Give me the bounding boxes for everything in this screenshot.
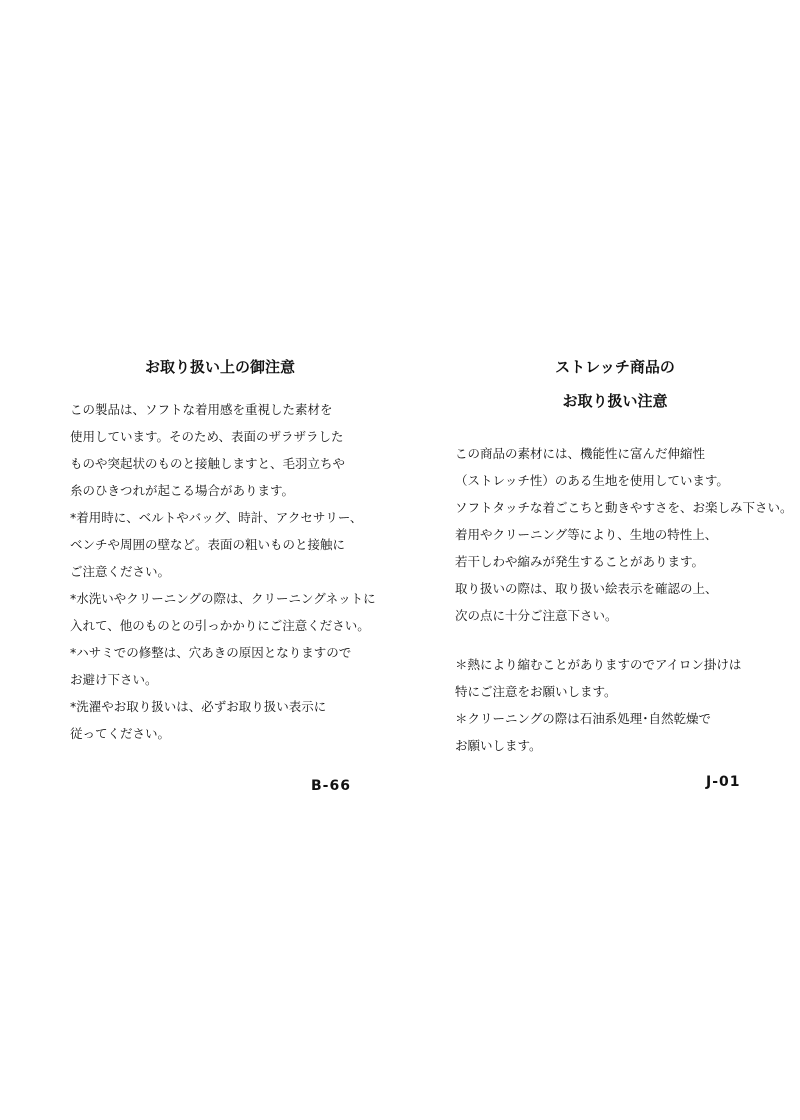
care-notice-title-right-line1: ストレッチ商品の — [555, 358, 675, 376]
body-line: ものや突起状のものと接触しますと、毛羽立ちや — [70, 456, 346, 471]
body-line: （ストレッチ性）のある生地を使用しています。 — [455, 473, 729, 488]
note-line: ＊クリーニングの際は石油系処理･自然乾燥で — [455, 711, 712, 726]
body-line: 着用やクリーニング等により、生地の特性上、 — [455, 527, 718, 542]
body-line: この製品は、ソフトな着用感を重視した素材を — [70, 402, 333, 417]
care-notice-card-right — [455, 350, 793, 759]
body-line: *洗濯やお取り扱いは、必ずお取り扱い表示に — [70, 699, 327, 714]
body-line: 入れて、他のものとの引っかかりにご注意ください。 — [70, 618, 370, 633]
note-line: ＊熱により縮むことがありますのでアイロン掛けは — [455, 657, 742, 672]
care-notice-body-left — [70, 396, 376, 747]
care-notice-card-left — [70, 350, 376, 747]
body-line: *着用時に、ベルトやバッグ、時計、アクセサリー、 — [70, 510, 363, 525]
body-line: 糸のひきつれが起こる場合があります。 — [70, 483, 295, 498]
product-code-right: J-01 — [706, 774, 741, 790]
body-line: 従ってください。 — [70, 726, 171, 741]
care-notice-title-left: お取り扱い上の御注意 — [144, 358, 295, 376]
product-code-left: B-66 — [311, 778, 351, 794]
body-line: 使用しています。そのため、表面のザラザラした — [70, 429, 344, 444]
body-line: ソフトタッチな着ごこちと動きやすさを、お楽しみ下さい。 — [455, 500, 793, 515]
note-line: お願いします。 — [455, 738, 542, 753]
body-line: ベンチや周囲の壁など。表面の粗いものと接触に — [70, 537, 346, 552]
body-line: *ハサミでの修整は、穴あきの原因となりますので — [70, 645, 352, 660]
body-line: 若干しわや縮みが発生することがあります。 — [455, 554, 705, 569]
body-line: 次の点に十分ご注意下さい。 — [455, 608, 618, 623]
body-line: 取り扱いの際は、取り扱い絵表示を確認の上、 — [455, 581, 718, 596]
body-line: ご注意ください。 — [70, 564, 171, 579]
body-line: この商品の素材には、機能性に富んだ伸縮性 — [455, 446, 706, 461]
care-notice-body-right — [455, 440, 793, 759]
care-notice-title-right-line2: お取り扱い注意 — [562, 392, 668, 410]
body-line: お避け下さい。 — [70, 672, 158, 687]
note-line: 特にご注意をお願いします。 — [455, 684, 617, 699]
body-line: *水洗いやクリーニングの際は、クリーニングネットに — [70, 591, 376, 606]
paragraph-gap — [455, 629, 775, 651]
